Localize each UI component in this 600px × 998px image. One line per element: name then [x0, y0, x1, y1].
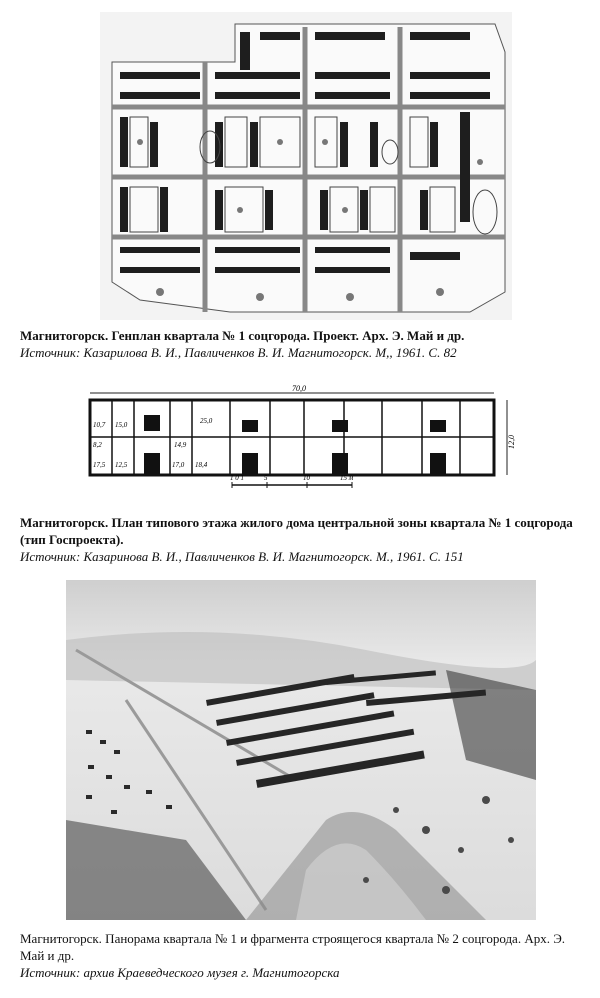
scale-label: 1 0 1	[230, 474, 244, 482]
floor-plan-figure	[82, 385, 522, 497]
figure-3-title: Магнитогорск. Панорама квартала № 1 и фрагмента строящегося квартала № 2 соцгорода. Арх. Э. Май и др.	[20, 931, 566, 963]
site-plan-drawing	[100, 12, 512, 320]
scale-label: 5	[264, 474, 268, 482]
figure-1-source: Источник: Казарилова В. И., Павличенков В. И. Магнитогорск. М,, 1961. С. 82	[20, 345, 457, 360]
site-plan-figure	[100, 12, 512, 320]
figure-1-caption	[20, 327, 592, 361]
room-label: 15,0	[115, 421, 128, 429]
room-label: 18,4	[195, 461, 208, 469]
figure-2-title: Магнитогорск. План типового этажа жилого дома центральной зоны квартала № 1 соцгорода (тип Госпроекта).	[20, 515, 573, 547]
room-label: 14,9	[174, 441, 187, 449]
figure-3-caption	[20, 930, 592, 981]
figure-2-source: Источник: Казаринова В. И., Павличенков В. И. Магнитогорск. М., 1961. С. 151	[20, 549, 464, 564]
figure-1-title: Магнитогорск. Генплан квартала № 1 соцгорода. Проект. Арх. Э. Май и др.	[20, 328, 465, 343]
figure-3-source: Источник: архив Краеведческого музея г. Магнитогорска	[20, 965, 340, 980]
room-label: 8,2	[93, 441, 102, 449]
room-label: 25,0	[200, 417, 213, 425]
room-label: 12,5	[115, 461, 128, 469]
aerial-photo	[66, 580, 536, 920]
room-label: 10,7	[93, 421, 106, 429]
room-label: 17,0	[172, 461, 185, 469]
scale-label: 10	[303, 474, 310, 482]
scale-label: 15 м	[340, 474, 354, 482]
floor-plan-drawing	[82, 385, 522, 497]
width-dimension: 12,0	[507, 435, 516, 449]
aerial-photo-figure	[66, 580, 536, 920]
figure-2-caption	[20, 514, 592, 565]
length-dimension: 70,0	[292, 385, 306, 393]
room-label: 17,5	[93, 461, 106, 469]
